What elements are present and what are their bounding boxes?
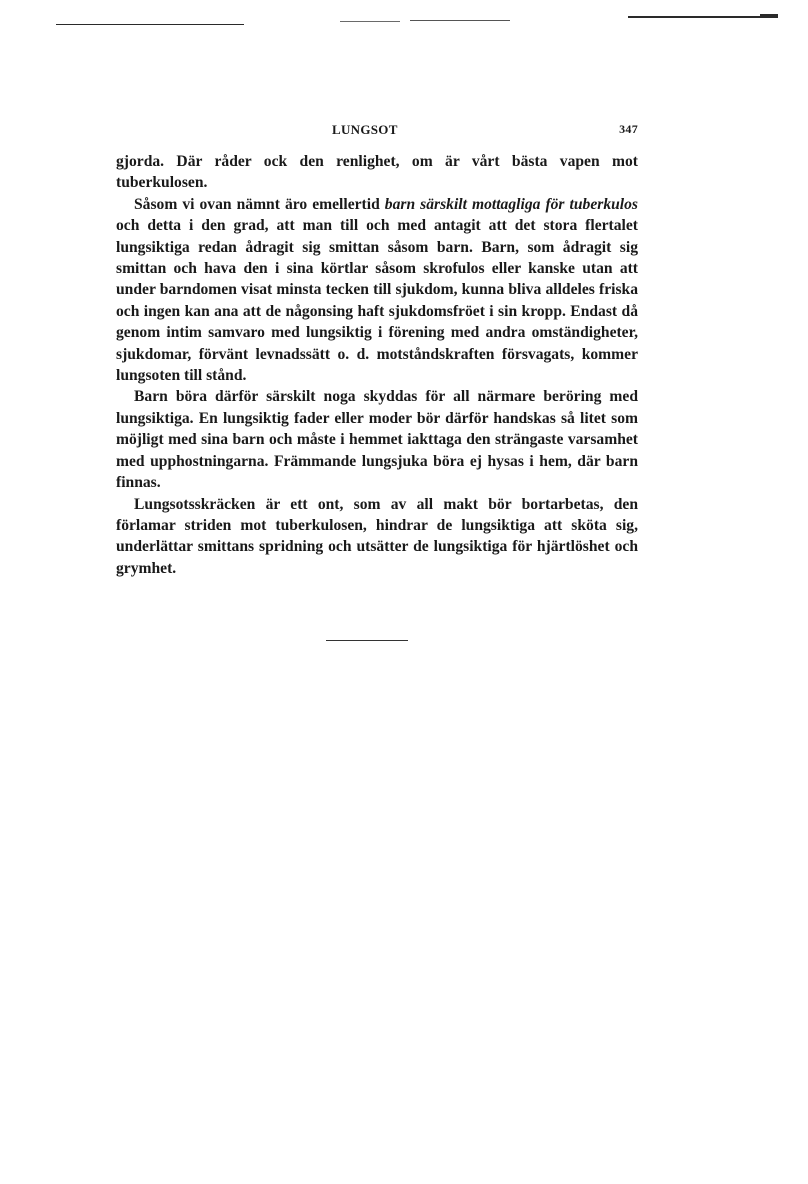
top-rule-left	[56, 24, 244, 25]
top-rule-middle	[340, 21, 400, 22]
page-number: 347	[619, 122, 638, 136]
running-head	[118, 120, 638, 142]
end-rule	[326, 640, 408, 641]
paragraph-1: gjorda. Där råder ock den renlighet, om är vårt bästa vapen mot tuberkulosen.	[116, 153, 638, 192]
paragraph-2-italic: barn särskilt mottagliga för tuberkulos	[384, 195, 638, 213]
paragraph-2	[116, 194, 638, 387]
top-rule-right	[628, 16, 778, 18]
top-rule-right-end	[760, 14, 778, 17]
body-text	[116, 151, 638, 579]
paragraph-2-end: och detta i den grad, att man till och med antagit att det stora flertalet lungsiktiga redan ådragit sig smittan såsom barn. Barn, som ådragit sig smittan och hava den i sina körtlar såsom skrofulos eller kanske utan att under barndomen visat minsta tecken till sjukdom, kunna bliva alldeles friska och ingen kan ana att de någonsing haft sjukdomsfröet i sin kropp. Endast då genom intim samvaro med lungsiktig i förening med andra omständigheter, sjukdomar, förvänt levnadssätt o. d. motståndskraften försvagats, kommer lungsoten till stånd.	[116, 217, 638, 385]
top-rule-middle-2	[410, 20, 510, 21]
paragraph-2-start: Såsom vi ovan nämnt äro emellertid	[134, 195, 385, 213]
running-title: LUNGSOT	[332, 122, 398, 137]
paragraph-4: Lungsotsskräcken är ett ont, som av all makt bör bortarbetas, den förlamar striden mot tuberkulosen, hindrar de lungsiktiga att sköta sig, underlättar smittans spridning och utsätter de lungsiktiga för hjärtlöshet och grymhet.	[116, 495, 638, 577]
paragraph-3: Barn böra därför särskilt noga skyddas för all närmare beröring med lungsiktiga. En lungsiktig fader eller moder bör därför handskas så litet som möjligt med sina barn och måste i hemmet iakttaga den strängaste varsamhet med upphostningarna. Främmande lungsjuka böra ej hysas i hem, där barn finnas.	[116, 388, 638, 492]
